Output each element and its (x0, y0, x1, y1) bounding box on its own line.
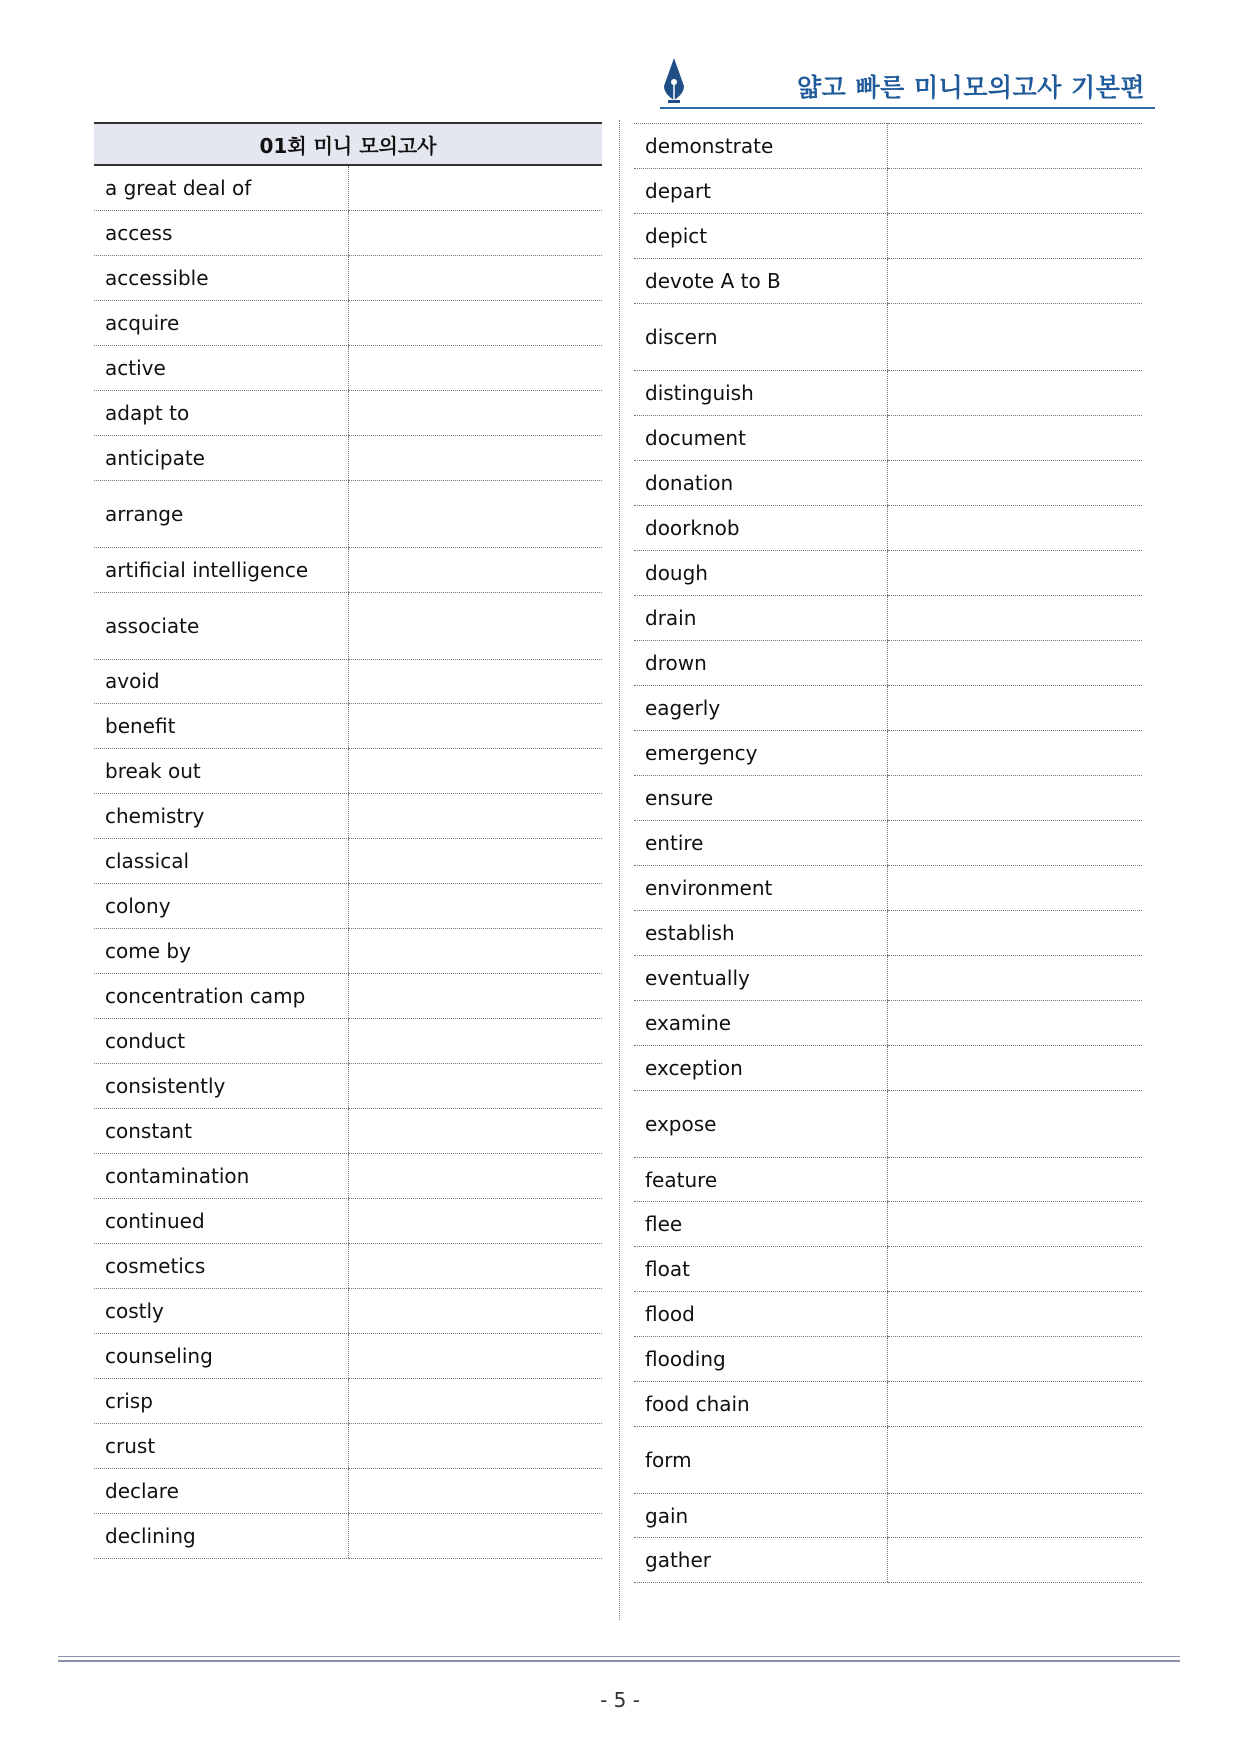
answer-cell[interactable] (887, 1382, 1142, 1427)
table-row (94, 1108, 602, 1153)
table-row (634, 1292, 1142, 1337)
answer-cell[interactable] (887, 259, 1142, 304)
table-row (634, 371, 1142, 416)
table-row (94, 703, 602, 748)
table-row (94, 1018, 602, 1063)
answer-cell[interactable] (887, 506, 1142, 551)
word: constant (94, 1108, 348, 1153)
page-header (660, 56, 1155, 112)
table-row (94, 1243, 602, 1288)
answer-cell[interactable] (348, 255, 602, 300)
table-row (634, 304, 1142, 371)
answer-cell[interactable] (348, 435, 602, 480)
table-row (634, 686, 1142, 731)
word: avoid (94, 659, 348, 703)
answer-cell[interactable] (348, 1198, 602, 1243)
table-row (634, 506, 1142, 551)
word: float (634, 1247, 887, 1292)
answer-cell[interactable] (348, 547, 602, 592)
answer-cell[interactable] (348, 1333, 602, 1378)
table-row (634, 124, 1142, 169)
table-row (94, 1153, 602, 1198)
answer-cell[interactable] (887, 731, 1142, 776)
word: gather (634, 1538, 887, 1583)
table-row (634, 169, 1142, 214)
word: colony (94, 883, 348, 928)
table-row (634, 596, 1142, 641)
answer-cell[interactable] (887, 596, 1142, 641)
word: chemistry (94, 793, 348, 838)
word: document (634, 416, 887, 461)
table-row (94, 748, 602, 793)
answer-cell[interactable] (348, 345, 602, 390)
table-row (94, 435, 602, 480)
word: concentration camp (94, 973, 348, 1018)
answer-cell[interactable] (348, 659, 602, 703)
word: adapt to (94, 390, 348, 435)
word: continued (94, 1198, 348, 1243)
word: flood (634, 1292, 887, 1337)
answer-cell[interactable] (887, 1001, 1142, 1046)
table-row (634, 911, 1142, 956)
answer-cell[interactable] (348, 1468, 602, 1513)
word: exception (634, 1046, 887, 1091)
answer-cell[interactable] (887, 866, 1142, 911)
word: crisp (94, 1378, 348, 1423)
table-row (634, 461, 1142, 506)
table-row (634, 416, 1142, 461)
word: drown (634, 641, 887, 686)
word: depict (634, 214, 887, 259)
table-row (634, 1538, 1142, 1583)
table-row (634, 259, 1142, 304)
table-row (634, 1046, 1142, 1091)
word: break out (94, 748, 348, 793)
table-row (634, 821, 1142, 866)
word: consistently (94, 1063, 348, 1108)
table-row (94, 973, 602, 1018)
word: active (94, 345, 348, 390)
test-title: 01회 미니 모의고사 (94, 123, 602, 165)
answer-cell[interactable] (887, 1158, 1142, 1202)
answer-cell[interactable] (348, 703, 602, 748)
word: donation (634, 461, 887, 506)
answer-cell[interactable] (887, 1337, 1142, 1382)
word: establish (634, 911, 887, 956)
answer-cell[interactable] (887, 1202, 1142, 1247)
answer-cell[interactable] (887, 1247, 1142, 1292)
table-row (94, 1288, 602, 1333)
table-row (634, 1382, 1142, 1427)
word: feature (634, 1158, 887, 1202)
word: distinguish (634, 371, 887, 416)
answer-cell[interactable] (887, 1046, 1142, 1091)
column-divider (619, 120, 620, 1620)
word: ensure (634, 776, 887, 821)
answer-cell[interactable] (348, 1378, 602, 1423)
word: dough (634, 551, 887, 596)
answer-cell[interactable] (887, 169, 1142, 214)
answer-cell[interactable] (887, 911, 1142, 956)
word: form (634, 1427, 887, 1494)
answer-cell[interactable] (887, 304, 1142, 371)
word: entire (634, 821, 887, 866)
page-number: - 5 - (600, 1688, 640, 1712)
answer-cell[interactable] (887, 1538, 1142, 1583)
vocab-table-left (94, 122, 602, 1559)
word: anticipate (94, 435, 348, 480)
table-row (94, 255, 602, 300)
answer-cell[interactable] (887, 551, 1142, 596)
answer-cell[interactable] (348, 480, 602, 547)
vocab-table-right (634, 123, 1142, 1583)
answer-cell[interactable] (348, 1513, 602, 1558)
answer-cell[interactable] (348, 1243, 602, 1288)
word: eagerly (634, 686, 887, 731)
table-row (94, 1468, 602, 1513)
table-row (634, 1158, 1142, 1202)
answer-cell[interactable] (348, 1423, 602, 1468)
word: arrange (94, 480, 348, 547)
table-row (634, 731, 1142, 776)
word: gain (634, 1494, 887, 1538)
table-row (94, 210, 602, 255)
answer-cell[interactable] (348, 300, 602, 345)
word: benefit (94, 703, 348, 748)
table-row (634, 1091, 1142, 1158)
answer-cell[interactable] (348, 592, 602, 659)
table-row (634, 1202, 1142, 1247)
answer-cell[interactable] (887, 214, 1142, 259)
answer-cell[interactable] (348, 928, 602, 973)
table-row (634, 214, 1142, 259)
word: costly (94, 1288, 348, 1333)
answer-cell[interactable] (887, 956, 1142, 1001)
word: a great deal of (94, 165, 348, 210)
table-row (94, 300, 602, 345)
answer-cell[interactable] (887, 124, 1142, 169)
answer-cell[interactable] (887, 1292, 1142, 1337)
table-row (94, 1378, 602, 1423)
word: declare (94, 1468, 348, 1513)
table-row (634, 1337, 1142, 1382)
word: access (94, 210, 348, 255)
word: flee (634, 1202, 887, 1247)
table-row (94, 592, 602, 659)
word: counseling (94, 1333, 348, 1378)
answer-cell[interactable] (348, 1063, 602, 1108)
header-divider (660, 107, 1155, 109)
word: eventually (634, 956, 887, 1001)
word: discern (634, 304, 887, 371)
word: emergency (634, 731, 887, 776)
word: food chain (634, 1382, 887, 1427)
answer-cell[interactable] (887, 371, 1142, 416)
table-row (94, 390, 602, 435)
table-row (94, 1513, 602, 1558)
table-row (634, 641, 1142, 686)
table-row (94, 883, 602, 928)
answer-cell[interactable] (348, 1153, 602, 1198)
word: demonstrate (634, 124, 887, 169)
answer-cell[interactable] (887, 416, 1142, 461)
word: contamination (94, 1153, 348, 1198)
table-row (634, 776, 1142, 821)
answer-cell[interactable] (348, 1108, 602, 1153)
answer-cell[interactable] (348, 165, 602, 210)
footer-divider (58, 1656, 1180, 1662)
table-row (634, 956, 1142, 1001)
table-row (94, 1198, 602, 1243)
table-row (634, 1247, 1142, 1292)
answer-cell[interactable] (887, 641, 1142, 686)
answer-cell[interactable] (348, 1288, 602, 1333)
answer-cell[interactable] (887, 1427, 1142, 1494)
answer-cell[interactable] (348, 793, 602, 838)
table-row (634, 1001, 1142, 1046)
answer-cell[interactable] (887, 686, 1142, 731)
table-row (94, 165, 602, 210)
table-row (634, 551, 1142, 596)
table-row (94, 547, 602, 592)
word: classical (94, 838, 348, 883)
table-row (94, 480, 602, 547)
word: flooding (634, 1337, 887, 1382)
answer-cell[interactable] (348, 210, 602, 255)
answer-cell[interactable] (887, 821, 1142, 866)
word: devote A to B (634, 259, 887, 304)
pen-nib-icon (660, 56, 688, 104)
answer-cell[interactable] (348, 973, 602, 1018)
answer-cell[interactable] (348, 748, 602, 793)
table-row (94, 928, 602, 973)
table-row (94, 1423, 602, 1468)
table-row (634, 1427, 1142, 1494)
answer-cell[interactable] (348, 883, 602, 928)
table-row (94, 1063, 602, 1108)
word: conduct (94, 1018, 348, 1063)
word: artificial intelligence (94, 547, 348, 592)
word: expose (634, 1091, 887, 1158)
answer-cell[interactable] (348, 390, 602, 435)
word: declining (94, 1513, 348, 1558)
header-title: 얇고 빠른 미니모의고사 기본편 (796, 73, 1145, 102)
table-row (94, 838, 602, 883)
word: depart (634, 169, 887, 214)
answer-cell[interactable] (887, 776, 1142, 821)
word: cosmetics (94, 1243, 348, 1288)
word: drain (634, 596, 887, 641)
table-row (634, 866, 1142, 911)
answer-cell[interactable] (348, 838, 602, 883)
word: associate (94, 592, 348, 659)
table-row (94, 659, 602, 703)
table-row (94, 793, 602, 838)
word: come by (94, 928, 348, 973)
table-row (634, 1494, 1142, 1538)
word: crust (94, 1423, 348, 1468)
answer-cell[interactable] (348, 1018, 602, 1063)
word: acquire (94, 300, 348, 345)
answer-cell[interactable] (887, 1494, 1142, 1538)
word: examine (634, 1001, 887, 1046)
answer-cell[interactable] (887, 461, 1142, 506)
word: doorknob (634, 506, 887, 551)
table-row (94, 1333, 602, 1378)
word: accessible (94, 255, 348, 300)
word: environment (634, 866, 887, 911)
table-row (94, 345, 602, 390)
answer-cell[interactable] (887, 1091, 1142, 1158)
